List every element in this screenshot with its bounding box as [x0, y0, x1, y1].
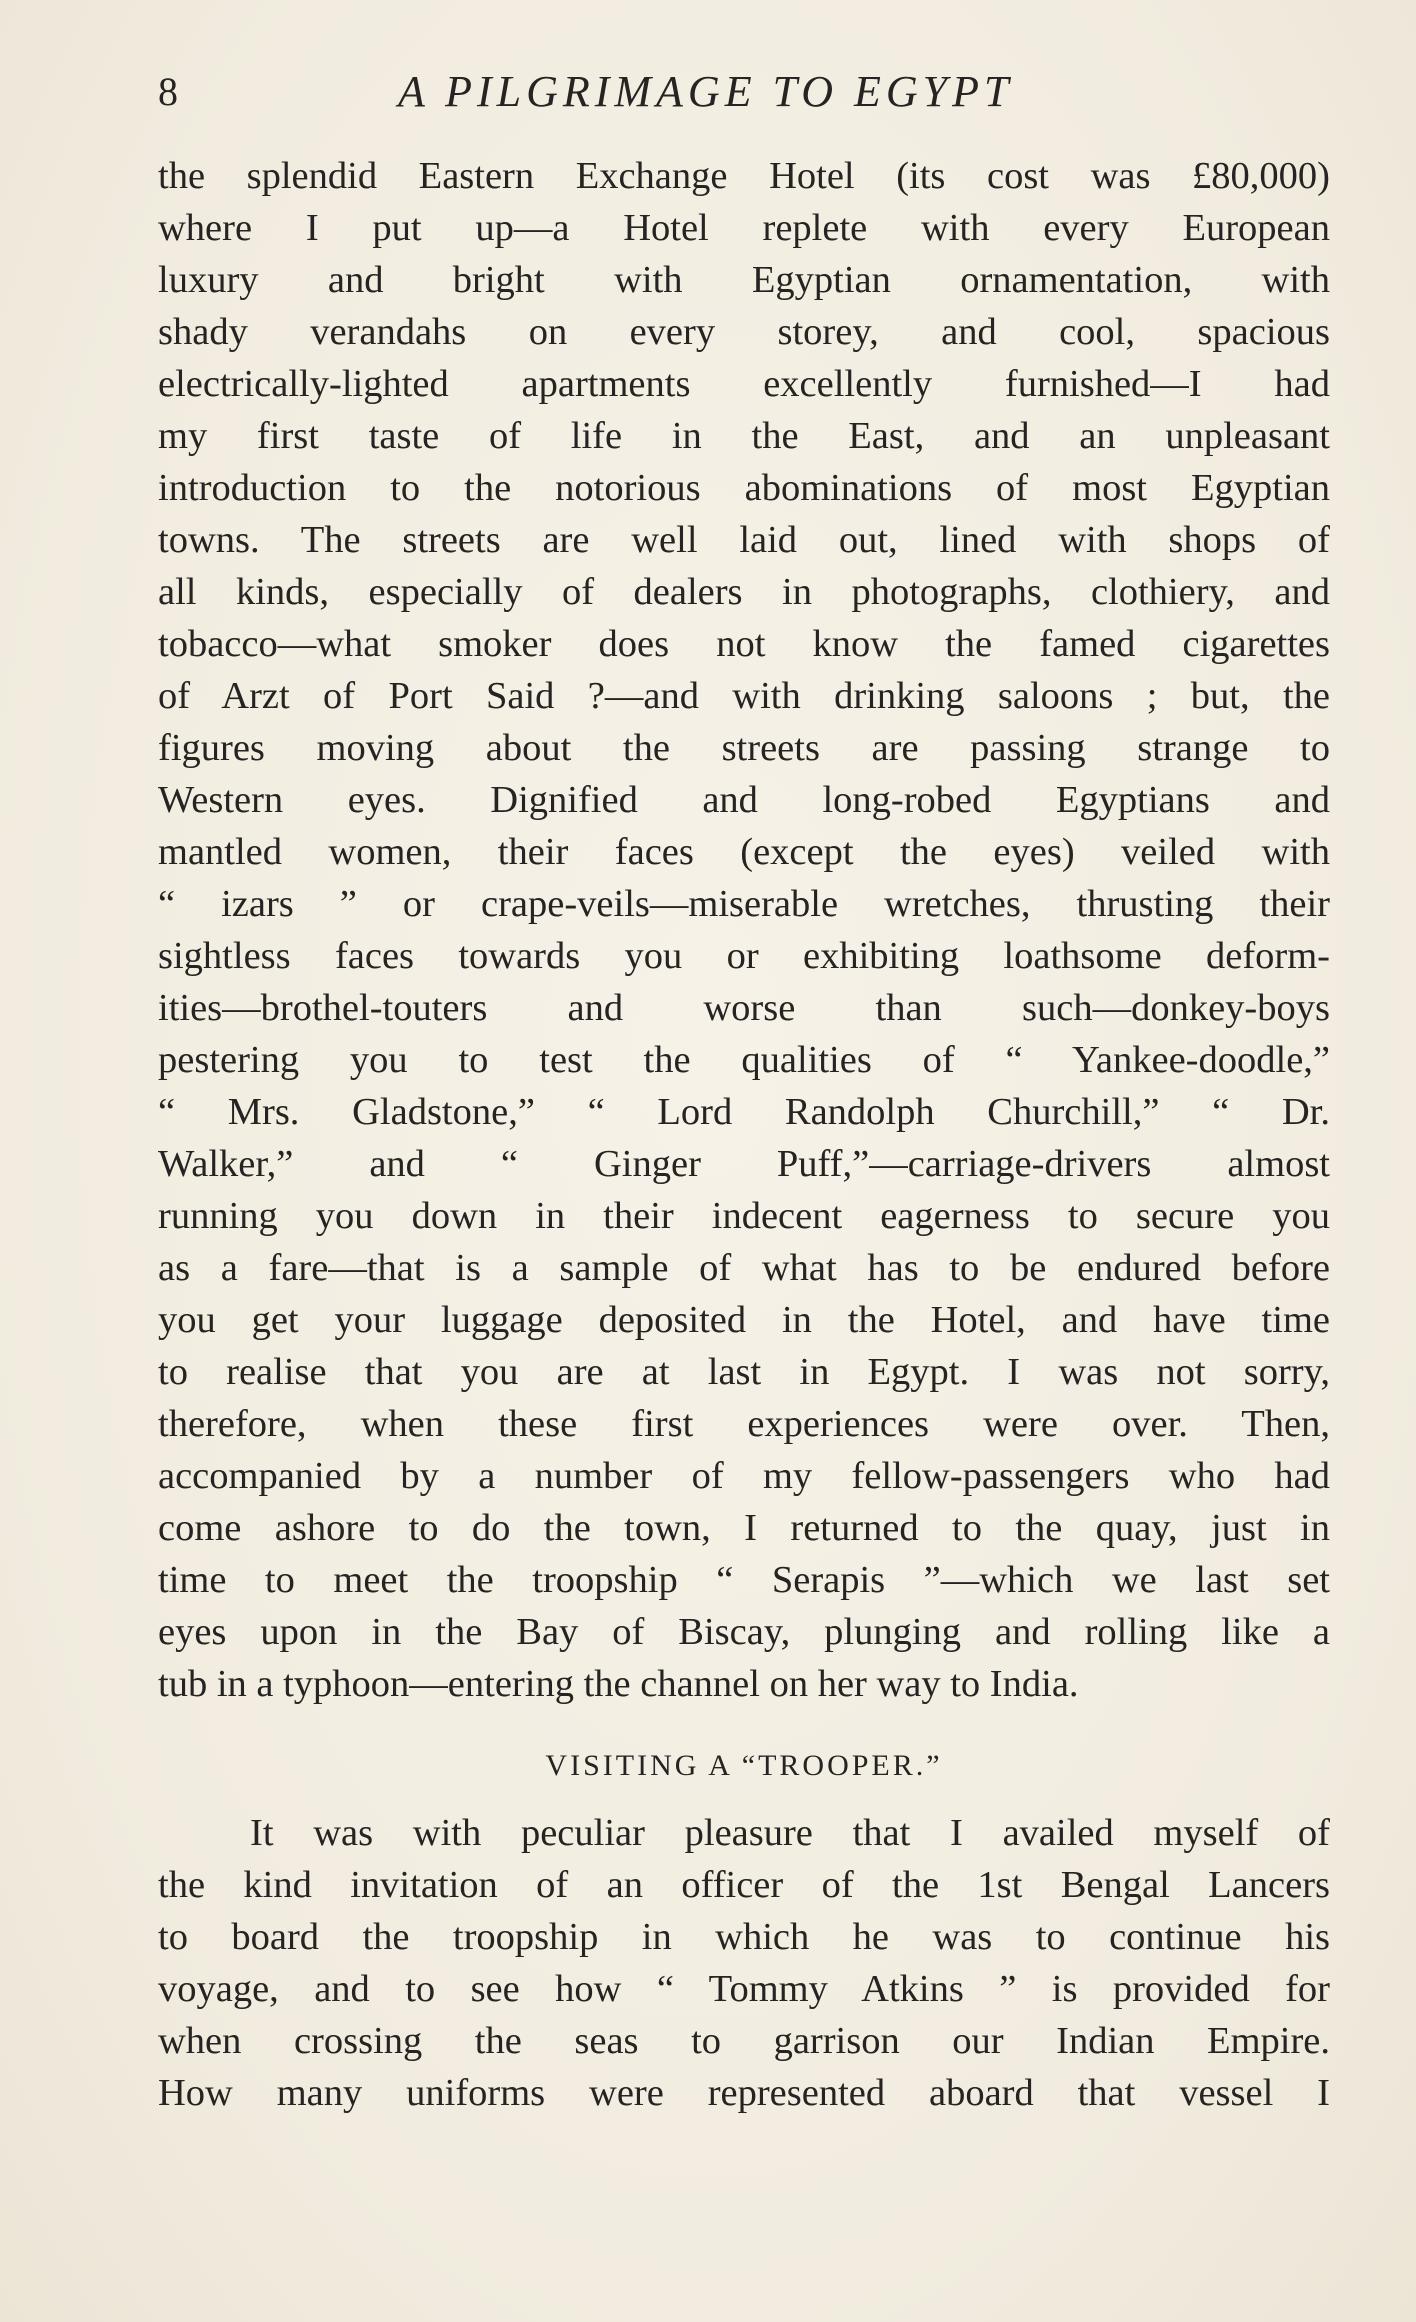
text-line: “ Mrs. Gladstone,” “ Lord Randolph Churchill,” “ Dr.	[158, 1091, 1330, 1133]
text-line: where I put up—a Hotel replete with every European	[158, 207, 1330, 249]
text-line: pestering you to test the qualities of “ Yankee-doodle,”	[158, 1039, 1330, 1081]
text-line: towns. The streets are well laid out, lined with shops of	[158, 519, 1330, 561]
page-number: 8	[158, 69, 178, 114]
text-line: the kind invitation of an officer of the 1st Bengal Lancers	[158, 1864, 1330, 1906]
text-line: accompanied by a number of my fellow-passengers who had	[158, 1455, 1330, 1497]
text-line: running you down in their indecent eagerness to secure you	[158, 1195, 1330, 1237]
text-line: electrically-lighted apartments excellently furnished—I had	[158, 363, 1330, 405]
text-line: luxury and bright with Egyptian ornamentation, with	[158, 259, 1330, 301]
text-line: as a fare—that is a sample of what has to be endured before	[158, 1247, 1330, 1289]
text-line: you get your luggage deposited in the Hotel, and have time	[158, 1299, 1330, 1341]
text-line: “ izars ” or crape-veils—miserable wretches, thrusting their	[158, 883, 1330, 925]
text-line: to realise that you are at last in Egypt. I was not sorry,	[158, 1351, 1330, 1393]
section-heading: VISITING A “TROOPER.”	[545, 1749, 943, 1782]
text-line: to board the troopship in which he was to continue his	[158, 1916, 1330, 1958]
text-line: tub in a typhoon—entering the channel on her way to India.	[158, 1663, 1079, 1705]
text-line: when crossing the seas to garrison our Indian Empire.	[158, 2020, 1330, 2062]
text-line: time to meet the troopship “ Serapis ”—which we last set	[158, 1559, 1330, 1601]
paragraph-1	[158, 150, 1330, 1710]
paragraph-2	[158, 1807, 1330, 2119]
running-title: A PILGRIMAGE TO EGYPT	[398, 67, 1014, 116]
text-line: tobacco—what smoker does not know the famed cigarettes	[158, 623, 1330, 665]
text-line: therefore, when these first experiences were over. Then,	[158, 1403, 1330, 1445]
text-line: all kinds, especially of dealers in photographs, clothiery, and	[158, 571, 1330, 613]
text-line: come ashore to do the town, I returned to the quay, just in	[158, 1507, 1330, 1549]
text-line: the splendid Eastern Exchange Hotel (its cost was £80,000)	[158, 155, 1330, 197]
text-line: How many uniforms were represented aboard that vessel I	[158, 2072, 1330, 2114]
text-line: Walker,” and “ Ginger Puff,”—carriage-drivers almost	[158, 1143, 1330, 1185]
text-line: voyage, and to see how “ Tommy Atkins ” is provided for	[158, 1968, 1330, 2010]
text-line: shady verandahs on every storey, and cool, spacious	[158, 311, 1330, 353]
text-line: ities—brothel-touters and worse than such—donkey-boys	[158, 987, 1330, 1029]
text-line: figures moving about the streets are passing strange to	[158, 727, 1330, 769]
running-head	[158, 62, 1330, 122]
text-line: mantled women, their faces (except the eyes) veiled with	[158, 831, 1330, 873]
text-line: introduction to the notorious abominations of most Egyptian	[158, 467, 1330, 509]
text-line: It was with peculiar pleasure that I availed myself of	[250, 1812, 1330, 1854]
text-line: of Arzt of Port Said ?—and with drinking saloons ; but, the	[158, 675, 1330, 717]
text-line: sightless faces towards you or exhibiting loathsome deform-	[158, 935, 1330, 977]
text-line: my first taste of life in the East, and an unpleasant	[158, 415, 1330, 457]
text-line: Western eyes. Dignified and long-robed Egyptians and	[158, 779, 1330, 821]
text-line: eyes upon in the Bay of Biscay, plunging and rolling like a	[158, 1611, 1330, 1653]
